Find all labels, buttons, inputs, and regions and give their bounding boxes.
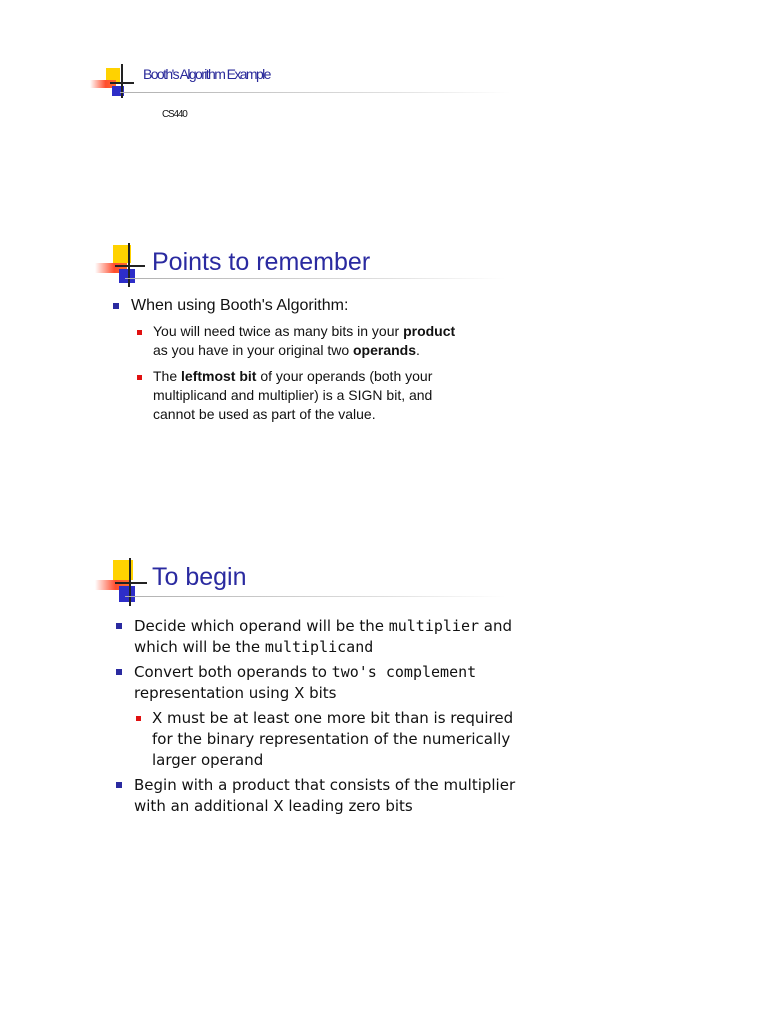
- slide1-logo: [95, 243, 155, 291]
- b3-text: Begin with a product that consists of the multiplier with an additional X leading zero bits: [134, 776, 516, 815]
- header-logo: [90, 64, 150, 104]
- slide2-content: [116, 616, 516, 817]
- sub-bullet-leftmost: [137, 367, 473, 424]
- keyword-product: product: [403, 323, 456, 339]
- bullet-decide: [116, 616, 516, 658]
- b2-text-post: representation using X bits: [134, 684, 337, 702]
- sub-bullet-x-bits: [136, 708, 516, 771]
- keyword-multiplicand: multiplicand: [264, 638, 374, 656]
- sub1-text-pre: You will need twice as many bits in your: [153, 323, 404, 339]
- bullet-booth: [113, 296, 473, 316]
- slide2-title-rule: [125, 596, 505, 597]
- b1-text-mid: and which will be the: [134, 617, 513, 656]
- header-title: Booth's Algorithm Example: [143, 66, 270, 82]
- sub1-text-mid: as you have in your original two: [153, 342, 353, 358]
- slide2-logo: [95, 558, 155, 608]
- sub1-text-post: .: [416, 342, 420, 358]
- header-rule: [120, 92, 510, 93]
- bullet-begin-product: [116, 775, 516, 817]
- slide1-content: [113, 296, 473, 424]
- b1-text-pre: Decide which operand will be the: [134, 617, 389, 635]
- keyword-leftmost-bit: leftmost bit: [181, 368, 257, 384]
- slide1-title: Points to remember: [152, 248, 371, 276]
- sub2-text-pre: The: [153, 368, 182, 384]
- sub-bullet-product: [137, 322, 473, 360]
- slide2-title: To begin: [152, 563, 247, 591]
- keyword-twos-complement: two's complement: [331, 663, 477, 681]
- keyword-operands: operands: [353, 342, 417, 358]
- header-subtitle: CS440: [162, 109, 187, 120]
- slide1-title-rule: [125, 278, 505, 279]
- keyword-multiplier: multiplier: [388, 617, 480, 635]
- b2sub-text: X must be at least one more bit than is required for the binary representation of the numerically larger operand: [152, 709, 514, 769]
- b2-text-pre: Convert both operands to: [134, 663, 332, 681]
- bullet-convert: [116, 662, 516, 704]
- sub2-text-post: of your operands (both your multiplicand and multiplier) is a SIGN bit, and cannot be used as part of the value.: [153, 368, 433, 422]
- bullet-text: When using Booth's Algorithm:: [131, 297, 349, 314]
